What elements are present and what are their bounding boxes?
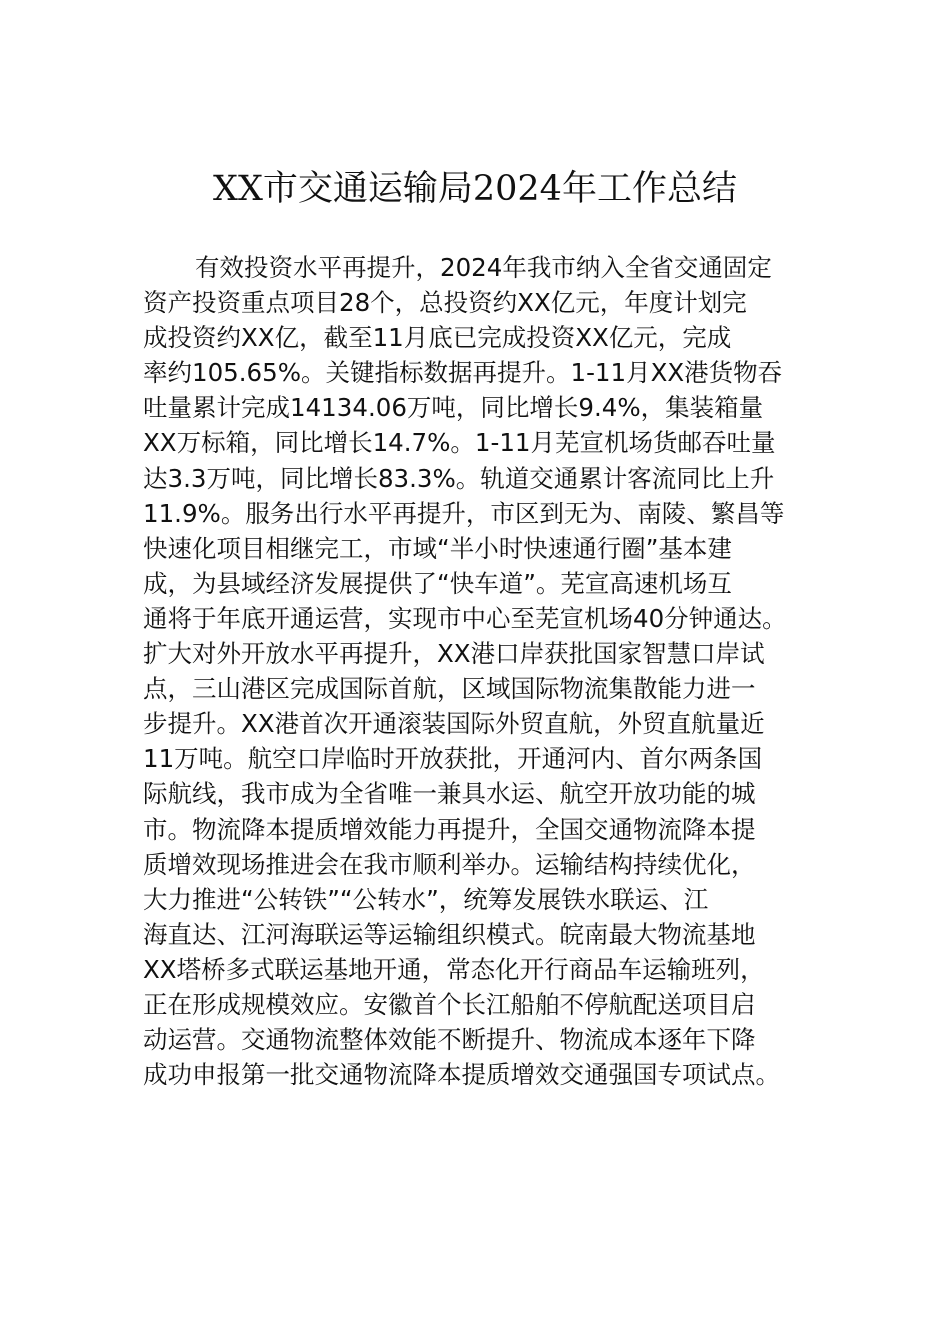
document-body (143, 250, 833, 1092)
document-title: XX市交通运输局2024年工作总结 (213, 169, 737, 209)
body-line: 快速化项目相继完工，市域“半小时快速通行圈”基本建 (143, 533, 732, 563)
body-line: XX塔桥多式联运基地开通，常态化开行商品车运输班列， (143, 954, 765, 984)
body-line: 步提升。XX港首次开通滚装国际外贸直航，外贸直航量近 (143, 709, 765, 739)
body-line: 率约105.65%。关键指标数据再提升。1-11月XX港货物吞 (143, 358, 783, 388)
body-line: 通将于年底开通运营，实现市中心至芜宣机场40分钟通达。 (143, 603, 787, 633)
body-line: 质增效现场推进会在我市顺利举办。运输结构持续优化， (143, 849, 756, 879)
body-line: 达3.3万吨，同比增长83.3%。轨道交通累计客流同比上升 (143, 463, 775, 493)
body-line: 大力推进“公转铁”“公转水”，统筹发展铁水联运、江 (143, 884, 709, 914)
body-line: 扩大对外开放水平再提升，XX港口岸获批国家智慧口岸试 (143, 639, 765, 669)
body-line: 成，为县域经济发展提供了“快车道”。芜宣高速机场互 (143, 568, 732, 598)
body-line: 11万吨。航空口岸临时开放获批，开通河内、首尔两条国 (143, 744, 763, 774)
body-line: 成功申报第一批交通物流降本提质增效交通强国专项试点。 (143, 1060, 780, 1090)
body-line: 正在形成规模效应。安徽首个长江船舶不停航配送项目启 (143, 989, 756, 1019)
body-line: 11.9%。服务出行水平再提升，市区到无为、南陵、繁昌等 (143, 498, 785, 528)
body-line: 资产投资重点项目28个，总投资约XX亿元，年度计划完 (143, 288, 747, 318)
body-line: 海直达、江河海联运等运输组织模式。皖南最大物流基地 (143, 919, 756, 949)
body-line: 际航线，我市成为全省唯一兼具水运、航空开放功能的城 (143, 779, 756, 809)
body-line: 有效投资水平再提升，2024年我市纳入全省交通固定 (195, 253, 772, 282)
body-line: 动运营。交通物流整体效能不断提升、物流成本逐年下降 (143, 1025, 756, 1055)
body-line: 点，三山港区完成国际首航，区域国际物流集散能力进一 (143, 674, 756, 704)
body-line: XX万标箱，同比增长14.7%。1-11月芜宣机场货邮吞吐量 (143, 428, 776, 458)
body-line: 成投资约XX亿，截至11月底已完成投资XX亿元，完成 (143, 323, 732, 353)
body-line: 市。物流降本提质增效能力再提升，全国交通物流降本提 (143, 814, 756, 844)
body-line: 吐量累计完成14134.06万吨，同比增长9.4%，集装箱量 (143, 393, 764, 423)
